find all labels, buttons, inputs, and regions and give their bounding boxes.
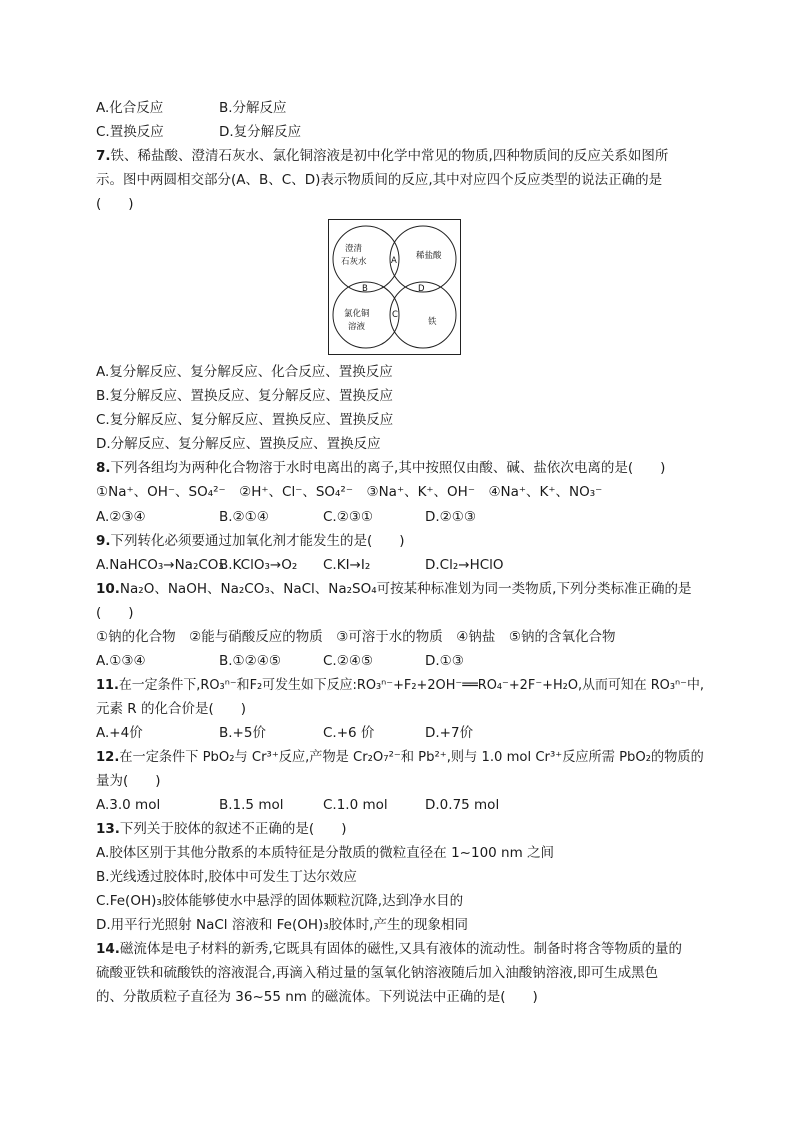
q10-answer-paren: ( ) [96,605,134,621]
q11-option-c: C.+6 价 [323,725,375,741]
q6-option-b: B.分解反应 [219,100,287,116]
q10-stem: 10.Na₂O、NaOH、Na₂CO₃、NaCl、Na₂SO₄可按某种标准划为同一类物质,下列分类标准正确的是 [96,581,692,597]
q7-number: 7. [96,148,111,164]
q8-stem: 8.下列各组均为两种化合物溶于水时电离出的离子,其中按照仅由酸、碱、盐依次电离的是( ) [96,460,666,476]
q8-number: 8. [96,460,111,476]
q10-option-d: D.①③ [425,653,464,669]
q12-stem-line-2: 量为( ) [96,773,161,789]
q10-option-a: A.①③④ [96,653,146,669]
q13-option-a: A.胶体区别于其他分散系的本质特征是分散质的微粒直径在 1~100 nm 之间 [96,845,555,861]
q11-option-d: D.+7价 [425,725,474,741]
q7-stem-line-1: 7.铁、稀盐酸、澄清石灰水、氯化铜溶液是初中化学中常见的物质,四种物质间的反应关系如图所 [96,148,669,164]
label-intersection-a: A [391,256,397,266]
q8-option-b: B.②①④ [219,509,269,525]
venn-diagram [328,219,461,355]
q7-option-c: C.复分解反应、复分解反应、置换反应、置换反应 [96,412,394,428]
q11-stem-line-1: 11.在一定条件下,RO₃ⁿ⁻和F₂可发生如下反应:RO₃ⁿ⁻+F₂+2OH⁻══RO₄⁻+2F⁻+H₂O,从而可知在 RO₃ⁿ⁻中, [96,677,704,693]
q10-number: 10. [96,581,120,597]
q9-option-c: C.KI→I₂ [323,557,371,573]
q12-stem-line-1: 12.在一定条件下 PbO₂与 Cr³⁺反应,产物是 Cr₂O₇²⁻和 Pb²⁺,则与 1.0 mol Cr³⁺反应所需 PbO₂的物质的 [96,749,704,765]
q10-option-b: B.①②④⑤ [219,653,281,669]
q9-option-d: D.Cl₂→HClO [425,557,504,573]
q6-option-c: C.置换反应 [96,124,164,140]
q8-option-d: D.②①③ [425,509,476,525]
label-intersection-b: B [362,284,368,294]
label-hydrochloric-acid: 稀盐酸 [416,251,442,261]
label-intersection-c: C [392,310,398,320]
q13-stem: 13.下列关于胶体的叙述不正确的是( ) [96,821,347,837]
q13-option-b: B.光线透过胶体时,胶体中可发生丁达尔效应 [96,869,357,885]
q7-option-b: B.复分解反应、置换反应、复分解反应、置换反应 [96,388,394,404]
q11-option-b: B.+5价 [219,725,266,741]
q7-answer-paren: ( ) [96,196,134,212]
q14-number: 14. [96,941,120,957]
q13-option-c: C.Fe(OH)₃胶体能够使水中悬浮的固体颗粒沉降,达到净水目的 [96,893,464,909]
q8-ion-groups: ①Na⁺、OH⁻、SO₄²⁻ ②H⁺、Cl⁻、SO₄²⁻ ③Na⁺、K⁺、OH⁻ ④Na⁺、K⁺、NO₃⁻ [96,484,603,500]
q11-number: 11. [96,677,119,693]
q10-criteria: ①钠的化合物 ②能与硝酸反应的物质 ③可溶于水的物质 ④钠盐 ⑤钠的含氧化合物 [96,629,616,645]
q14-stem-line-3: 的、分散质粒子直径为 36~55 nm 的磁流体。下列说法中正确的是( ) [96,989,538,1005]
q6-option-d: D.复分解反应 [219,124,302,140]
q14-stem-line-2: 硫酸亚铁和硫酸铁的溶液混合,再滴入稍过量的氢氧化钠溶液随后加入油酸钠溶液,即可生成黑色 [96,965,659,981]
q8-option-c: C.②③① [323,509,374,525]
q9-stem: 9.下列转化必须要通过加氧化剂才能发生的是( ) [96,533,405,549]
q11-option-a: A.+4价 [96,725,143,741]
q13-option-d: D.用平行光照射 NaCl 溶液和 Fe(OH)₃胶体时,产生的现象相同 [96,917,468,933]
q7-stem-line-2: 示。图中两圆相交部分(A、B、C、D)表示物质间的反应,其中对应四个反应类型的说法正确的是 [96,172,663,188]
label-intersection-d: D [418,284,425,294]
q12-option-d: D.0.75 mol [425,797,500,813]
label-limewater-1: 澄清 [345,244,363,254]
q11-stem-line-2: 元素 R 的化合价是( ) [96,701,246,717]
q6-option-a: A.化合反应 [96,100,164,116]
q13-number: 13. [96,821,120,837]
q8-option-a: A.②③④ [96,509,146,525]
q7-option-d: D.分解反应、复分解反应、置换反应、置换反应 [96,436,381,452]
q12-option-b: B.1.5 mol [219,797,284,813]
q12-option-a: A.3.0 mol [96,797,161,813]
q10-option-c: C.②④⑤ [323,653,374,669]
label-copper-chloride-1: 氯化铜 [344,309,370,319]
label-copper-chloride-2: 溶液 [348,322,366,332]
label-iron: 铁 [428,317,437,327]
q12-option-c: C.1.0 mol [323,797,388,813]
q14-stem-line-1: 14.磁流体是电子材料的新秀,它既具有固体的磁性,又具有液体的流动性。制备时将含等物质的量的 [96,941,683,957]
q12-number: 12. [96,749,120,765]
label-limewater-2: 石灰水 [341,257,367,267]
q9-option-b: B.KClO₃→O₂ [219,557,298,573]
q7-option-a: A.复分解反应、复分解反应、化合反应、置换反应 [96,364,393,380]
q9-number: 9. [96,533,111,549]
q9-option-a: A.NaHCO₃→Na₂CO₃ [96,557,224,573]
